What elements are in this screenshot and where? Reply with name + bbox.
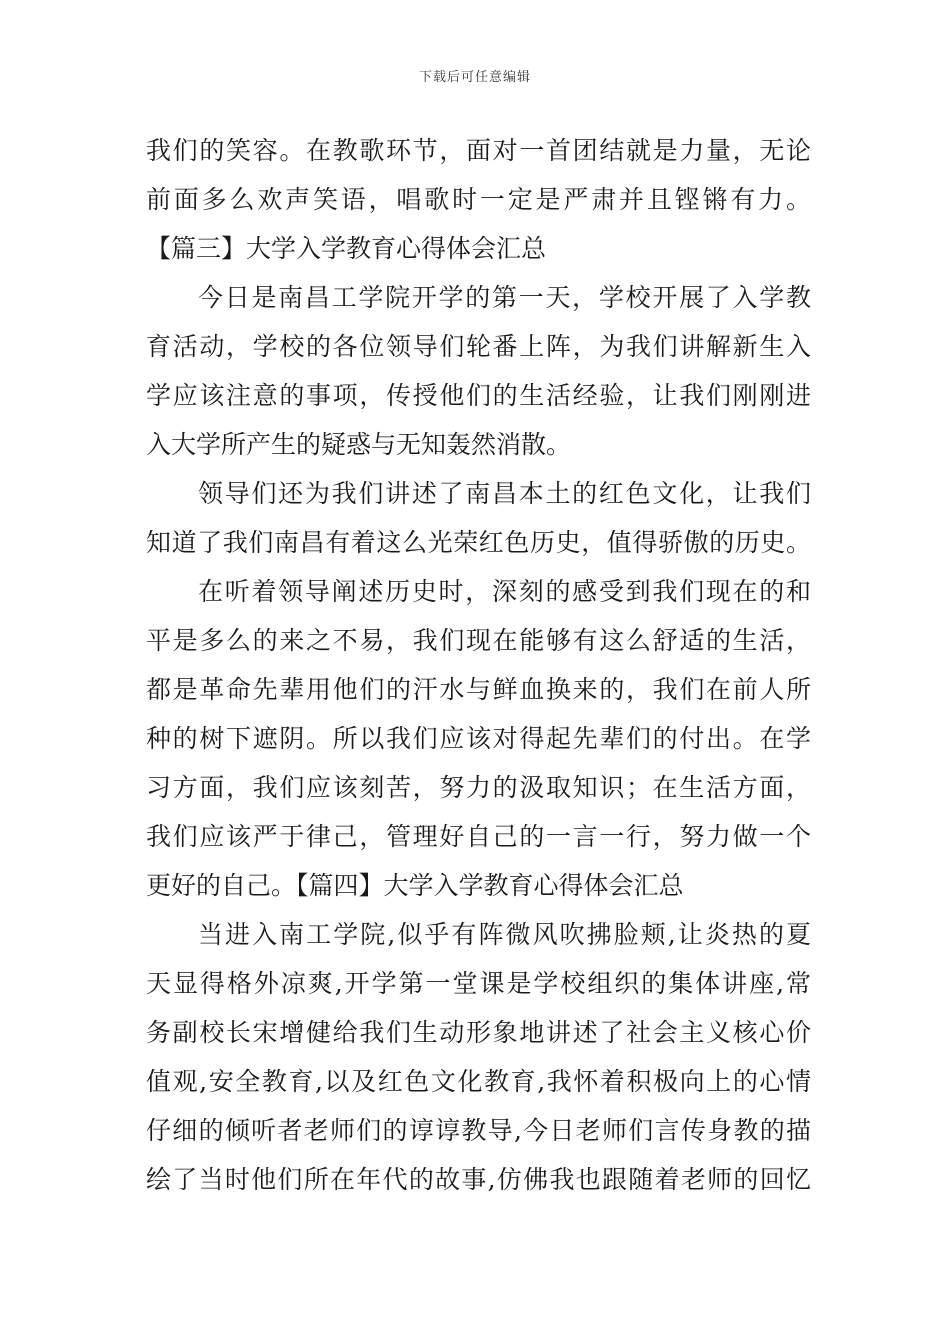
text-line: 在听着领导阐述历史时，深刻的感受到我们现在的和 xyxy=(198,577,811,606)
document-body xyxy=(146,126,811,1204)
text-line: 我们应该严于律己，管理好自己的一言一行，努力做一个 xyxy=(146,822,811,851)
text-line: 前面多么欢声笑语，唱歌时一定是严肃并且铿锵有力。 xyxy=(146,185,811,214)
text-line: 入大学所产生的疑惑与无知轰然消散。 xyxy=(146,430,572,459)
text-line: 务副校长宋增健给我们生动形象地讲述了社会主义核心价 xyxy=(146,1018,811,1047)
text-line: 都是革命先辈用他们的汗水与鲜血换来的，我们在前人所 xyxy=(146,675,811,704)
text-line: 学应该注意的事项，传授他们的生活经验，让我们刚刚进 xyxy=(146,381,811,410)
text-line: 种的树下遮阴。所以我们应该对得起先辈们的付出。在学 xyxy=(146,724,811,753)
text-line: 当进入南工学院,似乎有阵微风吹拂脸颊,让炎热的夏 xyxy=(198,920,811,949)
section-heading: 【篇三】大学入学教育心得体会汇总 xyxy=(146,234,547,263)
text-line: 知道了我们南昌有着这么光荣红色历史，值得骄傲的历史。 xyxy=(146,528,811,557)
text-line: 领导们还为我们讲述了南昌本土的红色文化，让我们 xyxy=(198,479,811,508)
text-line: 育活动，学校的各位领导们轮番上阵，为我们讲解新生入 xyxy=(146,332,811,361)
page-header: 下载后可任意编辑 xyxy=(418,70,531,85)
text-line: 平是多么的来之不易，我们现在能够有这么舒适的生活， xyxy=(146,626,811,655)
text-line: 我们的笑容。在教歌环节，面对一首团结就是力量，无论 xyxy=(146,136,811,165)
text-line: 今日是南昌工学院开学的第一天，学校开展了入学教 xyxy=(198,283,811,312)
text-line: 仔细的倾听者老师们的谆谆教导,今日老师们言传身教的描 xyxy=(146,1116,811,1145)
text-line: 值观,安全教育,以及红色文化教育,我怀着积极向上的心情 xyxy=(146,1067,811,1096)
text-line: 绘了当时他们所在年代的故事,仿佛我也跟随着老师的回忆 xyxy=(146,1165,811,1194)
text-line: 更好的自己。【篇四】大学入学教育心得体会汇总 xyxy=(146,871,684,900)
text-line: 习方面，我们应该刻苦，努力的汲取知识；在生活方面， xyxy=(146,773,811,802)
text-line: 天显得格外凉爽,开学第一堂课是学校组织的集体讲座,常 xyxy=(146,969,811,998)
